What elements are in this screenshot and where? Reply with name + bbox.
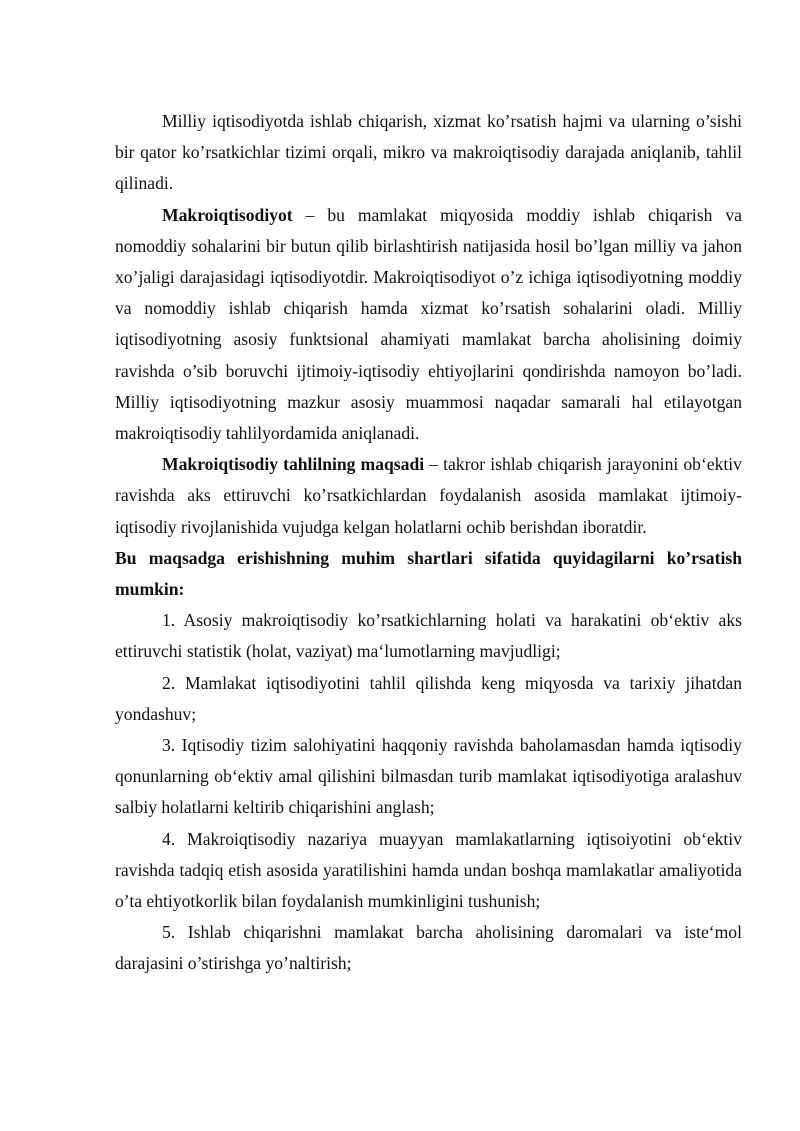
definition-text-macroeconomics: – bu mamlakat miqyosida moddiy ishlab chiqarish va nomoddiy sohalarini bir butun qilib birlashtirish natijasida hosil bo’lgan milliy va jahon xo’jaligi darajasidagi iqtisodiyotdir. Makroiqtisodiyot o’z ichiga iqtisodiyotning moddiy va nomoddiy ishlab chiqarish hamda xizmat ko’rsatish sohalarini oladi. Milliy iqtisodiyotning asosiy funktsional ahamiyati mamlakat barcha aholisining doimiy ravishda o’sib boruvchi ijtimoiy-iqtisodiy ehtiyojlarini qondirishda namoyon bo’ladi. Milliy iqtisodiyotning mazkur asosiy muammosi naqadar samarali hal etilayotgan makroiqtisodiy tahlilyordamida aniqlanadi. (115, 204, 742, 444)
term-analysis-goal: Makroiqtisodiy tahlilning maqsadi (162, 454, 425, 475)
conditions-heading: Bu maqsadga erishishning muhim shartlari sifatida quyidagilarni ko’rsatish mumkin: (115, 547, 742, 600)
list-item-2: 2. Mamlakat iqtisodiyotini tahlil qilishda keng miqyosda va tarixiy jihatdan yondashuv; (115, 672, 742, 724)
document-page (115, 106, 742, 980)
list-item-3: 3. Iqtisodiy tizim salohiyatini haqqoniy ravishda baholamasdan hamda iqtisodiy qonunlarning ob‘ektiv amal qilishini bilmasdan turib mamlakat iqtisodiyotiga aralashuv salbiy holatlarni keltirib chiqarishini anglash; (115, 735, 742, 818)
list-item-1: 1. Asosiy makroiqtisodiy ko’rsatkichlarning holati va harakatini ob‘ektiv aks ettiruvchi statistik (holat, vaziyat) ma‘lumotlarning mavjudligi; (115, 610, 742, 662)
term-macroeconomics: Makroiqtisodiyot (162, 204, 293, 225)
definition-text-analysis-goal: – takror ishlab chiqarish jarayonini ob‘ektiv ravishda aks ettiruvchi ko’rsatkichlardan foydalanish asosida mamlakat ijtimoiy-iqtisodiy rivojlanishida vujudga kelgan holatlarni ochib berishdan iboratdir. (115, 454, 742, 537)
definition-paragraph-analysis-goal (115, 449, 742, 543)
list-item-5: 5. Ishlab chiqarishni mamlakat barcha aholisining daromalari va iste‘mol darajasini o’stirishga yo’naltirish; (115, 922, 742, 974)
intro-paragraph: Milliy iqtisodiyotda ishlab chiqarish, xizmat ko’rsatish hajmi va ularning o’sishi bir qator ko’rsatkichlar tizimi orqali, mikro va makroiqtisodiy darajada aniqlanib, tahlil qilinadi. (115, 111, 742, 194)
list-item-4: 4. Makroiqtisodiy nazariya muayyan mamlakatlarning iqtisoiyotini ob‘ektiv ravishda tadqiq etish asosida yaratilishini hamda undan boshqa mamlakatlar amaliyotida o’ta ehtiyotkorlik bilan foydalanish mumkinligini tushunish; (115, 828, 742, 912)
definition-paragraph-macroeconomics (115, 200, 742, 450)
